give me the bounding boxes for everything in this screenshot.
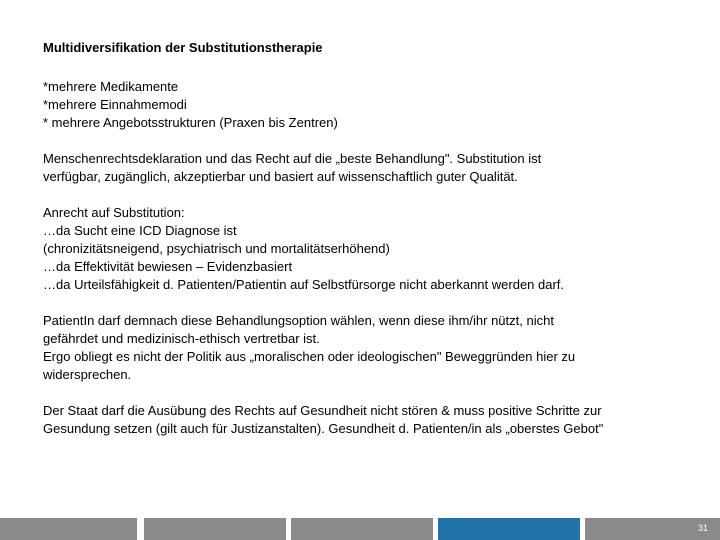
paragraph-entitlement — [43, 204, 693, 294]
text-line: * mehrere Angebotsstrukturen (Praxen bis Zentren) — [43, 115, 338, 130]
paragraph-medication-list — [43, 78, 693, 132]
paragraph-patient-choice — [43, 312, 693, 384]
page-number: 31 — [697, 523, 708, 533]
text-line: …da Urteilsfähigkeit d. Patienten/Patientin auf Selbstfürsorge nicht aberkannt werden darf. — [43, 277, 565, 292]
text-line: gefährdet und medizinisch-ethisch vertretbar ist. — [43, 331, 320, 346]
text-line: Ergo obliegt es nicht der Politik aus „moralischen oder ideologischen" Beweggründen hier zu — [43, 349, 576, 364]
footer-segment — [585, 518, 720, 540]
text-line: Der Staat darf die Ausübung des Rechts auf Gesundheit nicht stören & muss positive Schritte zur — [43, 403, 602, 418]
paragraph-human-rights — [43, 150, 693, 186]
text-line: …da Sucht eine ICD Diagnose ist — [43, 223, 237, 238]
text-line: Gesundung setzen (gilt auch für Justizanstalten). Gesundheit d. Patienten/in als „oberstes Gebot" — [43, 421, 604, 436]
text-line: (chronizitätsneigend, psychiatrisch und mortalitätserhöhend) — [43, 241, 390, 256]
slide-body — [43, 78, 693, 438]
text-line: Anrecht auf Substitution: — [43, 205, 185, 220]
footer-segment — [291, 518, 433, 540]
footer-segment-active — [438, 518, 580, 540]
text-line: verfügbar, zugänglich, akzeptierbar und basiert auf wissenschaftlich guter Qualität. — [43, 169, 518, 184]
text-line: *mehrere Medikamente — [43, 79, 179, 94]
text-line: widersprechen. — [43, 367, 132, 382]
footer-segment — [0, 518, 137, 540]
text-line: *mehrere Einnahmemodi — [43, 97, 187, 112]
footer-bar — [0, 518, 720, 540]
text-line: Menschenrechtsdeklaration und das Recht auf die „beste Behandlung". Substitution ist — [43, 151, 542, 166]
text-line: PatientIn darf demnach diese Behandlungsoption wählen, wenn diese ihm/ihr nützt, nicht — [43, 313, 554, 328]
footer-segment — [144, 518, 286, 540]
paragraph-state-duty — [43, 402, 693, 438]
text-line: …da Effektivität bewiesen – Evidenzbasiert — [43, 259, 293, 274]
slide-title: Multidiversifikation der Substitutionstherapie — [43, 40, 323, 55]
